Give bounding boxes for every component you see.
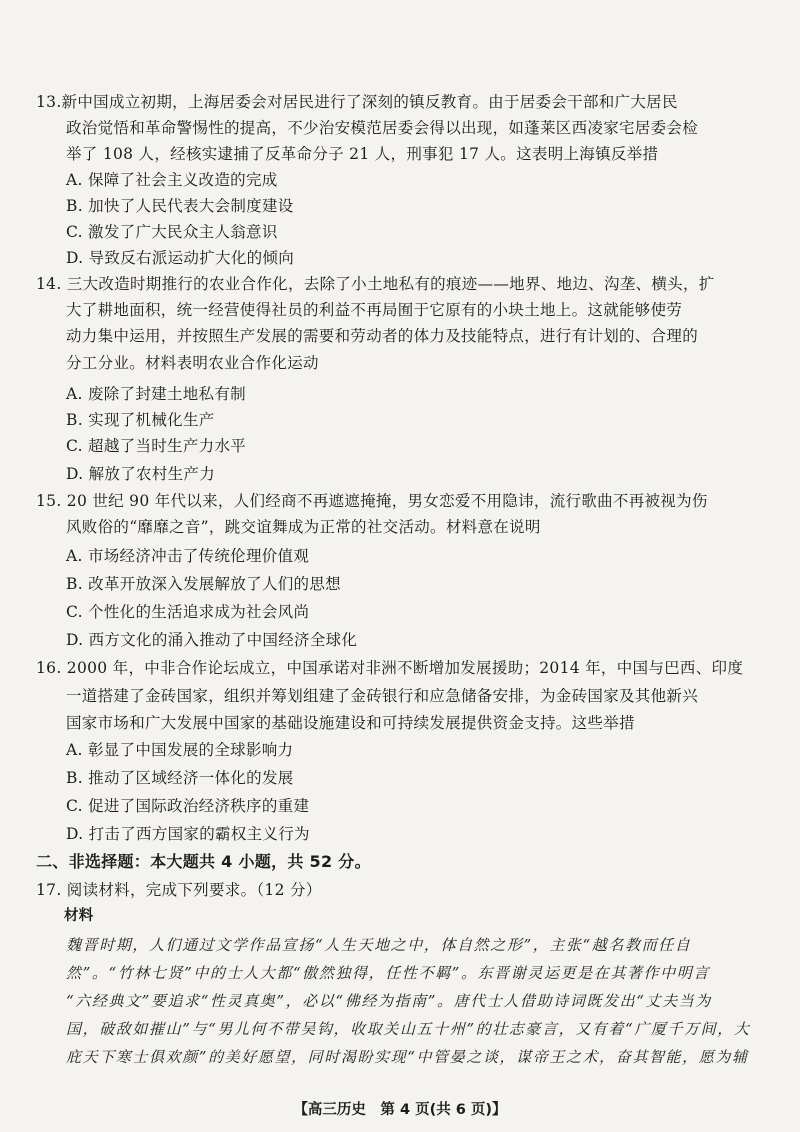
- material-line-4: 国，破敌如摧山”与“男儿何不带吴钩，收取关山五十州”的壮志豪言，又有着“广厦千万间，大: [66, 1020, 751, 1038]
- q14-option-c: C. 超越了当时生产力水平: [66, 437, 247, 455]
- q14-option-a: A. 废除了封建土地私有制: [66, 385, 246, 403]
- q13-stem-line-2: 政治觉悟和革命警惕性的提高，不少治安模范居委会得以出现，如蓬莱区西凌家宅居委会检: [66, 119, 699, 137]
- q16-option-b: B. 推动了区域经济一体化的发展: [66, 769, 294, 787]
- q16-option-c: C. 促进了国际政治经济秩序的重建: [66, 797, 310, 815]
- q13-option-c: C. 激发了广大民众主人翁意识: [66, 223, 278, 241]
- q15-option-a: A. 市场经济冲击了传统伦理价值观: [66, 547, 310, 565]
- q14-stem-line-4: 分工分业。材料表明农业合作化运动: [66, 354, 319, 372]
- q13-option-b: B. 加快了人民代表大会制度建设: [66, 197, 294, 215]
- q14-stem-line-2: 大了耕地面积，统一经营使得社员的利益不再局囿于它原有的小块土地上。这就能够使劳: [66, 301, 683, 319]
- q13-stem-line-1: 13.新中国成立初期，上海居委会对居民进行了深刻的镇反教育。由于居委会干部和广大居民: [36, 93, 678, 111]
- material-label: 材料: [64, 908, 94, 924]
- q15-stem-line-2: 风败俗的“靡靡之音”，跳交谊舞成为正常的社交活动。材料意在说明: [66, 518, 541, 536]
- q14-stem-line-3: 动力集中运用，并按照生产发展的需要和劳动者的体力及技能特点，进行有计划的、合理的: [66, 327, 699, 345]
- q17-prompt: 17. 阅读材料，完成下列要求。（12 分）: [36, 881, 322, 899]
- q16-stem-line-3: 国家市场和广大发展中国家的基础设施建设和可持续发展提供资金支持。这些举措: [66, 714, 635, 732]
- q14-option-d: D. 解放了农村生产力: [66, 465, 216, 483]
- q13-option-a: A. 保障了社会主义改造的完成: [66, 171, 278, 189]
- q15-option-b: B. 改革开放深入发展解放了人们的思想: [66, 575, 341, 593]
- q15-stem-line-1: 15. 20 世纪 90 年代以来，人们经商不再遮遮掩掩，男女恋爱不用隐讳，流行歌曲不再被视为伤: [36, 492, 708, 510]
- material-line-3: “六经典文”要追求“性灵真奥”，必以“佛经为指南”。唐代士人借助诗词既发出“丈夫当为: [66, 992, 712, 1010]
- q16-option-d: D. 打击了西方国家的霸权主义行为: [66, 825, 310, 843]
- q16-option-a: A. 彰显了中国发展的全球影响力: [66, 741, 294, 759]
- q15-option-c: C. 个性化的生活追求成为社会风尚: [66, 603, 310, 621]
- material-line-2: 然”。“竹林七贤”中的士人大都“傲然独得，任性不羁”。东晋谢灵运更是在其著作中明言: [66, 964, 710, 982]
- q14-option-b: B. 实现了机械化生产: [66, 411, 215, 429]
- section-title: 二、非选择题：本大题共 4 小题，共 52 分。: [36, 852, 371, 871]
- material-line-1: 魏晋时期，人们通过文学作品宣扬“人生天地之中，体自然之形”，主张“越名教而任自: [66, 936, 692, 954]
- q16-stem-line-1: 16. 2000 年，中非合作论坛成立，中国承诺对非洲不断增加发展援助；2014 年，中国与巴西、印度: [36, 659, 744, 677]
- q13-stem-line-3: 举了 108 人，经核实逮捕了反革命分子 21 人，刑事犯 17 人。这表明上海镇反举措: [66, 145, 659, 163]
- q14-stem-line-1: 14. 三大改造时期推行的农业合作化，去除了小土地私有的痕迹——地界、地边、沟垄、横头，扩: [36, 275, 715, 293]
- q15-option-d: D. 西方文化的涌入推动了中国经济全球化: [66, 631, 358, 649]
- q13-option-d: D. 导致反右派运动扩大化的倾向: [66, 249, 295, 267]
- q16-stem-line-2: 一道搭建了金砖国家，组织并筹划组建了金砖银行和应急储备安排，为金砖国家及其他新兴: [66, 687, 699, 705]
- material-line-5: 庇天下寒士俱欢颜”的美好愿望，同时渴盼实现“中管晏之谈，谋帝王之术，奋其智能，愿为辅: [66, 1048, 749, 1066]
- page-footer: 【高三历史 第 4 页(共 6 页)】: [293, 1102, 507, 1118]
